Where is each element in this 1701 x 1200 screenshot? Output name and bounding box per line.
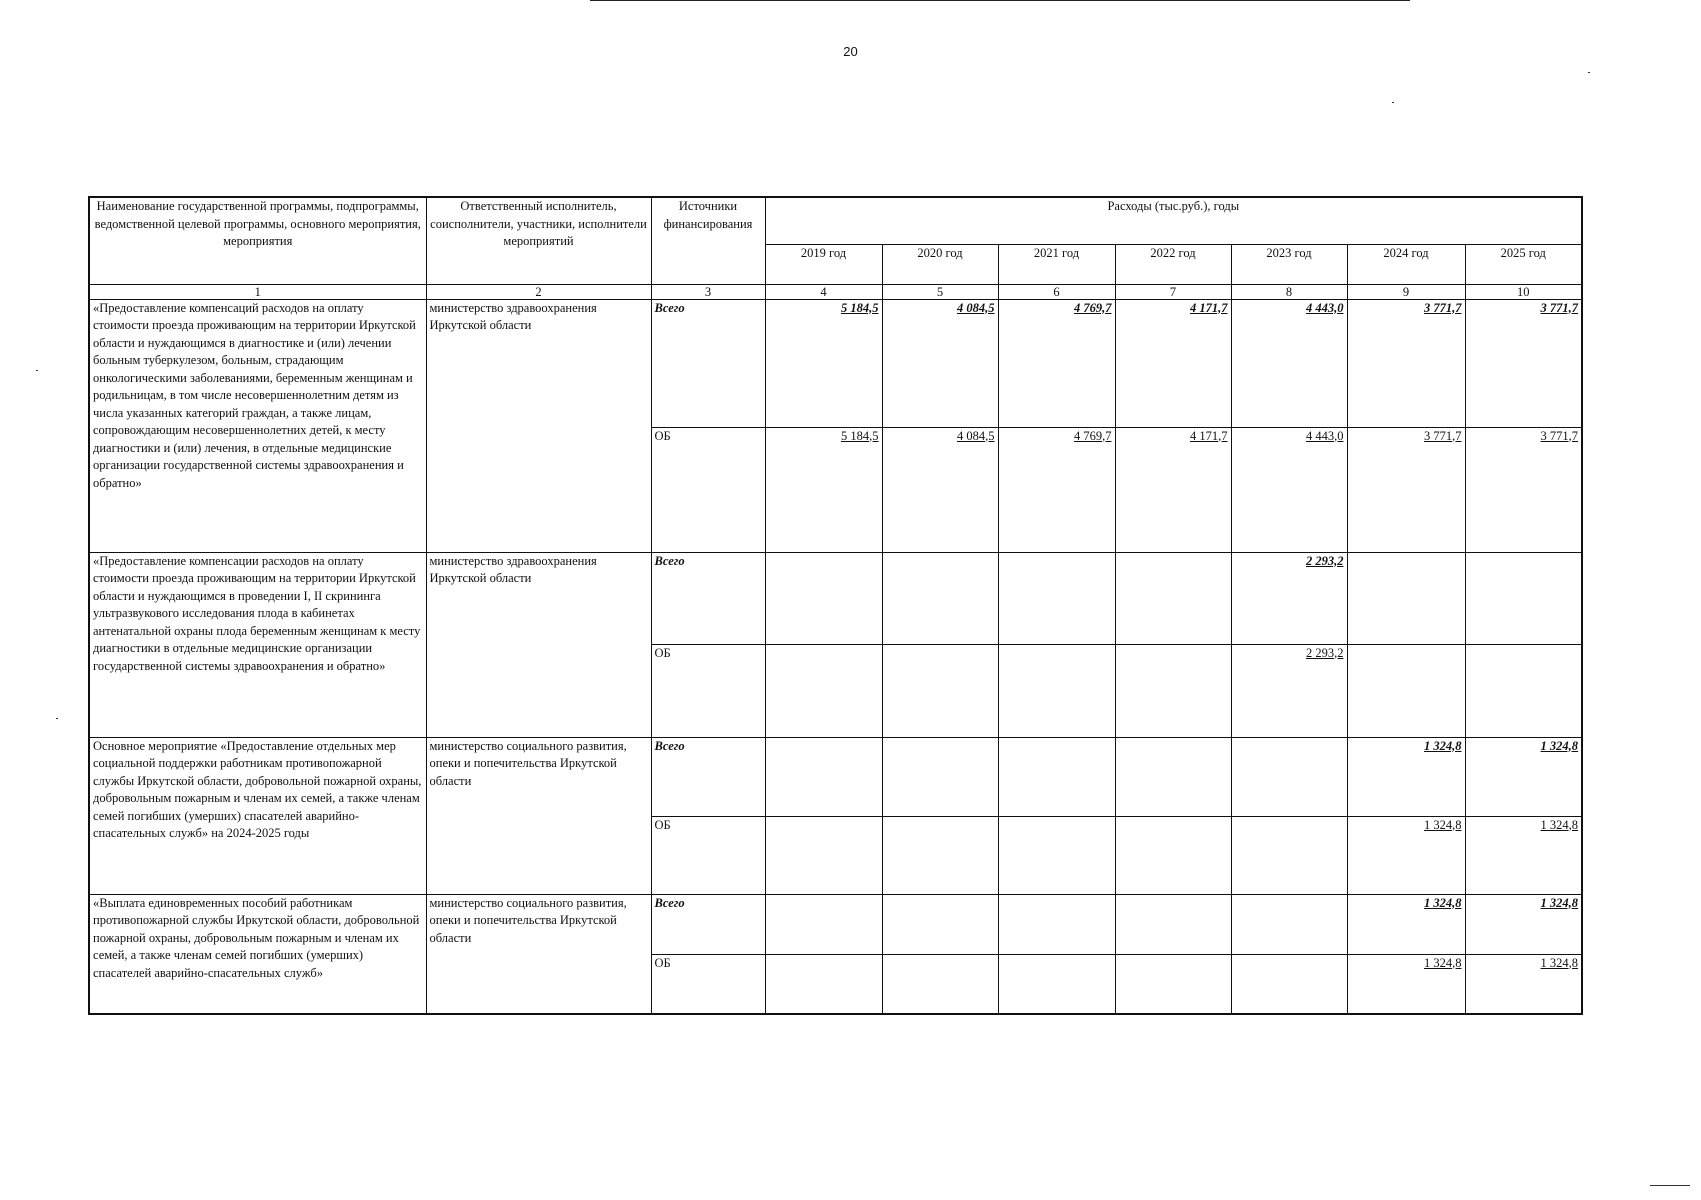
ob-value: 1 324,8 — [1347, 954, 1465, 1014]
ob-value: 3 771,7 — [1347, 427, 1465, 552]
ob-value — [1115, 816, 1231, 894]
source-ob-label: ОБ — [651, 427, 765, 552]
scan-speck — [36, 370, 38, 371]
total-value — [882, 552, 998, 644]
scan-speck — [1650, 1185, 1690, 1186]
ob-value: 1 324,8 — [1347, 816, 1465, 894]
total-value — [1231, 737, 1347, 816]
total-value — [1115, 737, 1231, 816]
total-value — [1465, 552, 1582, 644]
ob-value: 2 293,2 — [1231, 644, 1347, 737]
total-value — [998, 894, 1115, 954]
header-year: 2022 год — [1115, 244, 1231, 284]
total-value — [998, 737, 1115, 816]
source-total-label: Всего — [651, 552, 765, 644]
ob-value: 4 769,7 — [998, 427, 1115, 552]
ob-value — [1231, 816, 1347, 894]
source-total-label: Всего — [651, 894, 765, 954]
header-year: 2020 год — [882, 244, 998, 284]
total-value — [765, 737, 882, 816]
source-total-label: Всего — [651, 737, 765, 816]
column-number: 9 — [1347, 284, 1465, 299]
total-value: 4 769,7 — [998, 299, 1115, 427]
total-value — [765, 894, 882, 954]
total-value: 1 324,8 — [1465, 894, 1582, 954]
ob-value — [882, 644, 998, 737]
header-executor: Ответственный исполнитель, соисполнители, участники, исполнители мероприятий — [426, 197, 651, 284]
total-value — [1347, 552, 1465, 644]
budget-table — [88, 196, 1583, 1015]
ob-value: 5 184,5 — [765, 427, 882, 552]
total-value — [998, 552, 1115, 644]
executor-name: министерство здравоохранения Иркутской области — [426, 552, 651, 737]
header-year: 2019 год — [765, 244, 882, 284]
ob-value — [1465, 644, 1582, 737]
header-sources: Источники финансирования — [651, 197, 765, 284]
column-number: 10 — [1465, 284, 1582, 299]
ob-value — [765, 644, 882, 737]
table-row — [89, 894, 1582, 954]
total-value — [1115, 552, 1231, 644]
column-number: 8 — [1231, 284, 1347, 299]
executor-name: министерство здравоохранения Иркутской области — [426, 299, 651, 552]
ob-value — [998, 644, 1115, 737]
header-year: 2021 год — [998, 244, 1115, 284]
ob-value — [998, 954, 1115, 1014]
source-total-label: Всего — [651, 299, 765, 427]
ob-value — [765, 954, 882, 1014]
total-value: 1 324,8 — [1347, 894, 1465, 954]
column-number: 5 — [882, 284, 998, 299]
header-year: 2023 год — [1231, 244, 1347, 284]
scan-speck — [1588, 72, 1590, 73]
scan-edge-line — [590, 0, 1410, 1]
ob-value: 3 771,7 — [1465, 427, 1582, 552]
executor-name: министерство социального развития, опеки и попечительства Иркутской области — [426, 737, 651, 894]
total-value — [765, 552, 882, 644]
total-value — [882, 894, 998, 954]
total-value: 4 443,0 — [1231, 299, 1347, 427]
column-number: 2 — [426, 284, 651, 299]
ob-value — [1347, 644, 1465, 737]
measure-name: «Предоставление компенсаций расходов на оплату стоимости проезда проживающим на территории Иркутской области и нуждающимся в диагностике и (или) лечении больным туберкулезом, больным, страдающим онкологическими заболеваниями, беременным женщинам и родильницам, в том числе несовершеннолетним детям из числа указанных категорий граждан, а также лицам, сопровождающим несовершеннолетних детей, к месту диагностики и (или) лечения, в отдельные медицинские организации государственной системы здравоохранения и обратно» — [89, 299, 426, 552]
column-number: 1 — [89, 284, 426, 299]
ob-value — [1231, 954, 1347, 1014]
source-ob-label: ОБ — [651, 816, 765, 894]
total-value: 3 771,7 — [1465, 299, 1582, 427]
ob-value — [882, 816, 998, 894]
total-value — [882, 737, 998, 816]
total-value — [1231, 894, 1347, 954]
header-name: Наименование государственной программы, подпрограммы, ведомственной целевой программы, основного мероприятия, мероприятия — [89, 197, 426, 284]
ob-value — [765, 816, 882, 894]
column-number: 6 — [998, 284, 1115, 299]
ob-value: 1 324,8 — [1465, 816, 1582, 894]
table-row — [89, 299, 1582, 427]
table-row — [89, 737, 1582, 816]
measure-name: «Предоставление компенсации расходов на оплату стоимости проезда проживающим на территории Иркутской области и нуждающимся в проведении I, II скрининга ультразвукового исследования плода в кабинетах антенатальной охраны плода беременным женщинам к месту диагностики в отдельные медицинские организации государственной системы здравоохранения и обратно» — [89, 552, 426, 737]
total-value: 4 084,5 — [882, 299, 998, 427]
total-value: 2 293,2 — [1231, 552, 1347, 644]
source-ob-label: ОБ — [651, 644, 765, 737]
total-value — [1115, 894, 1231, 954]
measure-name: Основное мероприятие «Предоставление отдельных мер социальной поддержки работникам противопожарной службы Иркутской области, добровольной пожарной охраны, добровольным пожарным и членам их семей, а также членам семей погибших (умерших) спасателей аварийно-спасательных служб» на 2024-2025 годы — [89, 737, 426, 894]
executor-name: министерство социального развития, опеки и попечительства Иркутской области — [426, 894, 651, 1014]
scan-speck — [56, 718, 58, 719]
ob-value: 4 084,5 — [882, 427, 998, 552]
header-year: 2024 год — [1347, 244, 1465, 284]
table-row — [89, 552, 1582, 644]
ob-value: 4 443,0 — [1231, 427, 1347, 552]
total-value: 3 771,7 — [1347, 299, 1465, 427]
column-number: 4 — [765, 284, 882, 299]
header-year: 2025 год — [1465, 244, 1582, 284]
ob-value — [882, 954, 998, 1014]
page-number: 20 — [843, 44, 858, 59]
total-value: 5 184,5 — [765, 299, 882, 427]
column-number: 3 — [651, 284, 765, 299]
ob-value: 1 324,8 — [1465, 954, 1582, 1014]
ob-value — [1115, 644, 1231, 737]
column-number: 7 — [1115, 284, 1231, 299]
total-value: 1 324,8 — [1465, 737, 1582, 816]
total-value: 4 171,7 — [1115, 299, 1231, 427]
ob-value — [1115, 954, 1231, 1014]
header-expenses: Расходы (тыс.руб.), годы — [765, 197, 1582, 244]
measure-name: «Выплата единовременных пособий работникам противопожарной службы Иркутской области, добровольной пожарной охраны, добровольным пожарным и членам их семей, а также членам семей погибших (умерших) спасателей аварийно-спасательных служб» — [89, 894, 426, 1014]
scan-speck — [1392, 102, 1394, 103]
source-ob-label: ОБ — [651, 954, 765, 1014]
ob-value — [998, 816, 1115, 894]
total-value: 1 324,8 — [1347, 737, 1465, 816]
ob-value: 4 171,7 — [1115, 427, 1231, 552]
